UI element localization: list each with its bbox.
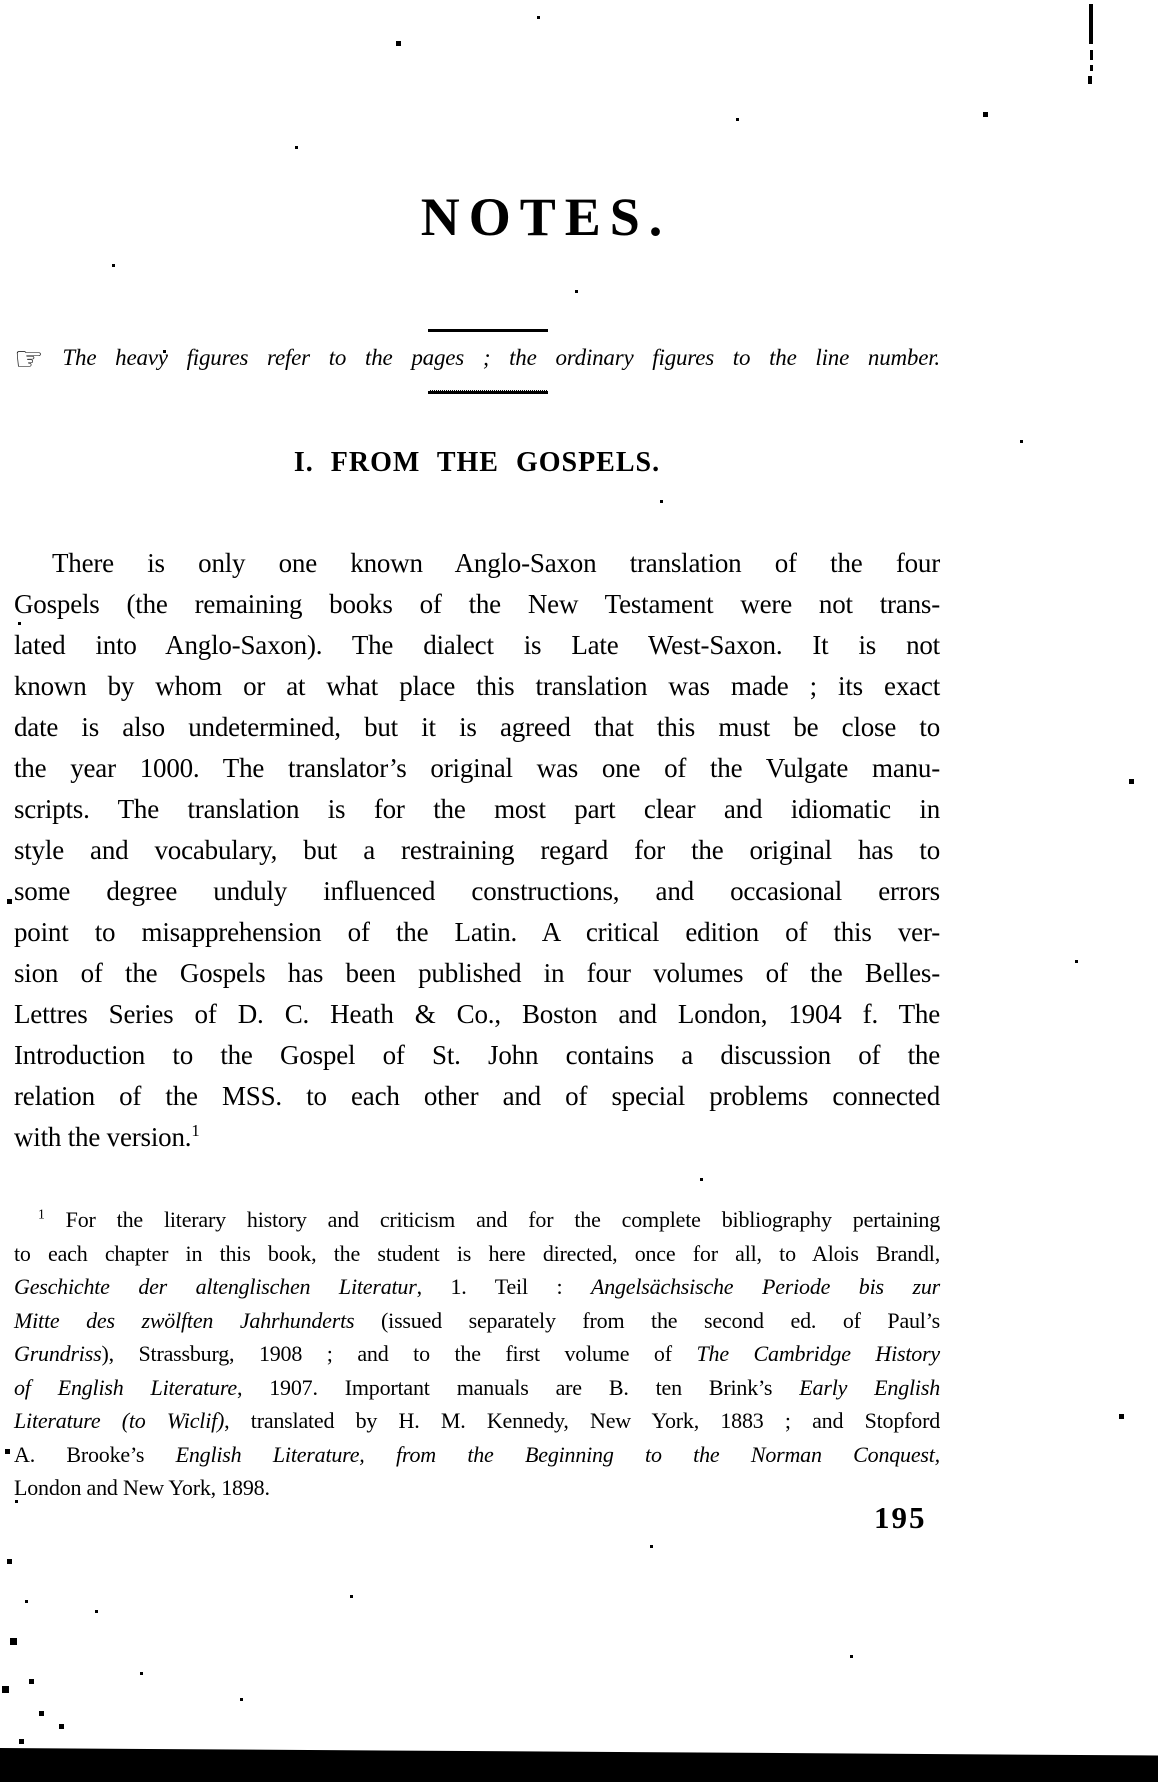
page-number: 195 <box>874 1500 927 1535</box>
footnote-line: of English Literature, 1907. Important manuals are B. ten Brink’s Early English <box>14 1374 940 1400</box>
paragraph-line: with the version.$^1$ <box>14 1121 200 1152</box>
paragraph-line: Introduction to the Gospel of St. John contains a discussion of the <box>14 1040 940 1070</box>
paragraph-line: Gospels (the remaining books of the New Testament were not trans- <box>14 589 940 619</box>
paragraph-line: date is also undetermined, but it is agreed that this must be close to <box>14 712 940 742</box>
footnote-line: Literature (to Wiclif), translated by H. M. Kennedy, New York, 1883 ; and Stopford <box>14 1408 940 1433</box>
divider-rule-top <box>428 329 548 332</box>
scan-noise-specks <box>0 0 3 3</box>
scan-edge-mark <box>1090 65 1093 71</box>
paragraph-line: relation of the MSS. to each other and of special problems connected <box>14 1081 940 1111</box>
paragraph-line: point to misapprehension of the Latin. A critical edition of this ver- <box>14 917 940 947</box>
main-paragraph <box>14 543 940 1158</box>
scan-edge-mark <box>1088 76 1092 84</box>
footnote-line: A. Brooke’s English Literature, from the Beginning to the Norman Conquest, <box>14 1441 940 1467</box>
paragraph-line: the year 1000. The translator’s original was one of the Vulgate manu- <box>14 753 940 783</box>
paragraph-line: lated into Anglo-Saxon). The dialect is Late West-Saxon. It is not <box>14 630 940 660</box>
paragraph-line: style and vocabulary, but a restraining regard for the original has to <box>14 835 940 865</box>
footnote-line: London and New York, 1898. <box>14 1475 270 1500</box>
footnote-line: to each chapter in this book, the student is here directed, once for all, to Alois Brandl, <box>14 1240 940 1266</box>
paragraph-line: known by whom or at what place this translation was made ; its exact <box>14 671 940 701</box>
scan-edge-mark <box>1089 4 1093 44</box>
footnote-line: Mitte des zwölften Jahrhunderts (issued separately from the second ed. of Paul’s <box>14 1307 940 1333</box>
footnote-line: Geschichte der altenglischen Literatur, 1. Teil : Angelsächsische Periode bis zur <box>14 1274 940 1299</box>
paragraph-line: Lettres Series of D. C. Heath & Co., Boston and London, 1904 f. The <box>14 999 940 1029</box>
paragraph-line: There is only one known Anglo-Saxon translation of the four <box>52 548 940 578</box>
divider-rule-bottom <box>428 390 548 394</box>
section-heading: I. FROM THE GOSPELS. <box>293 447 661 478</box>
paragraph-line: sion of the Gospels has been published in four volumes of the Belles- <box>14 958 940 988</box>
footnote-line: $^1$ For the literary history and criticism and for the complete bibliography pertaining <box>38 1206 940 1232</box>
page-title: NOTES. <box>420 187 672 247</box>
manicule-right-icon: ☞ <box>14 339 44 378</box>
usage-note-text: The heavy figures refer to the pages ; the ordinary figures to the line number. <box>62 345 940 370</box>
paragraph-line: scripts. The translation is for the most part clear and idiomatic in <box>14 794 940 824</box>
footnote-line: Grundriss), Strassburg, 1908 ; and to the first volume of The Cambridge History <box>14 1341 940 1366</box>
paragraph-line: some degree unduly influenced constructions, and occasional errors <box>14 876 940 906</box>
footnote <box>14 1203 940 1505</box>
scan-bottom-band <box>0 1748 1158 1782</box>
scan-edge-mark <box>1090 50 1093 60</box>
usage-note <box>14 336 940 381</box>
